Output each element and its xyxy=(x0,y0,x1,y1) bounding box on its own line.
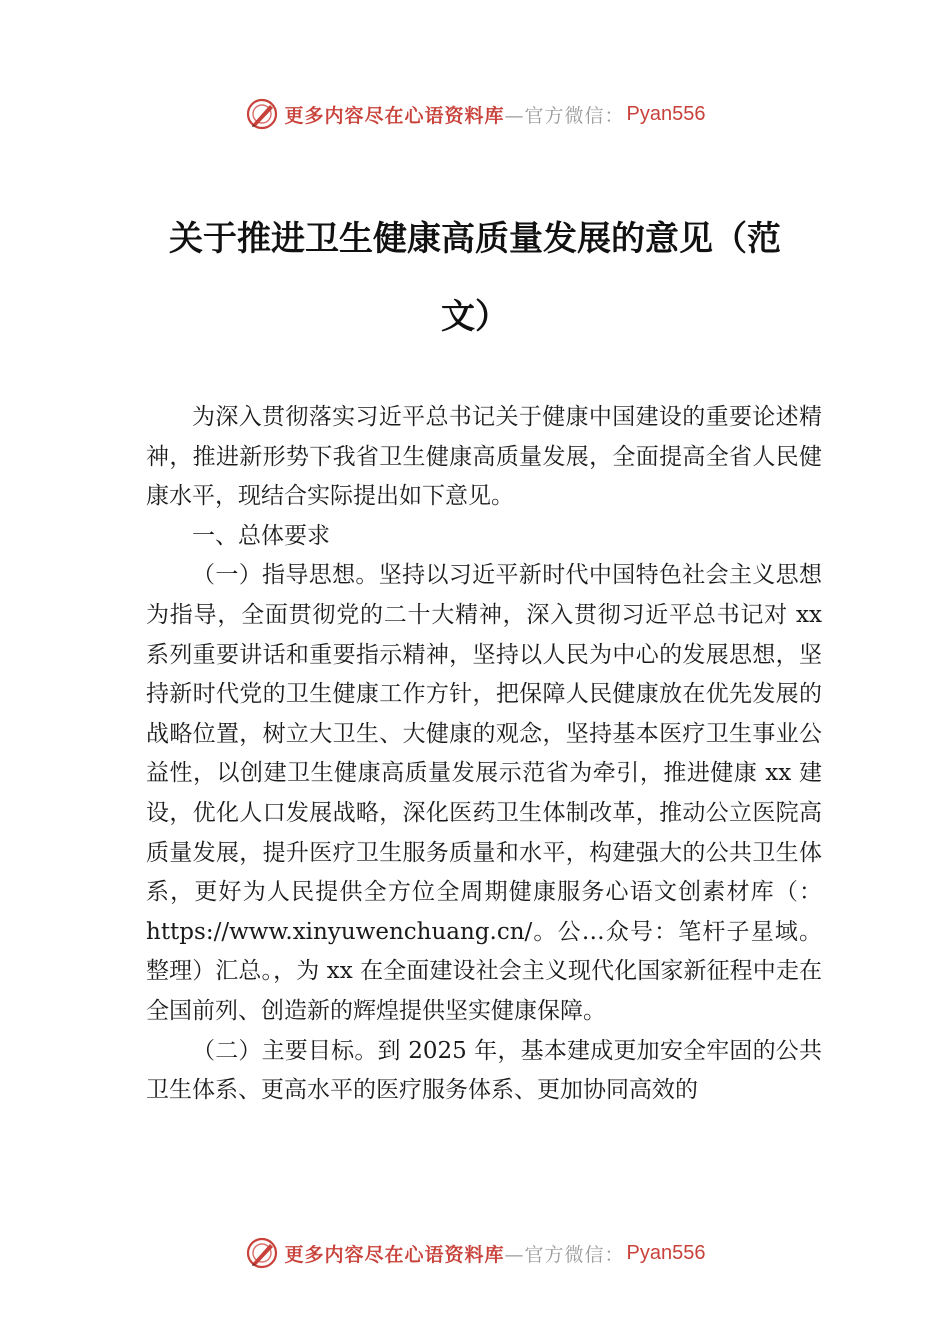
watermark-wechat-id: Pyan556 xyxy=(626,102,706,125)
watermark-main-text: 更多内容尽在心语资料库 xyxy=(284,1243,505,1266)
paragraph-main-goals: （二）主要目标。到 2025 年，基本建成更加安全牢固的公共卫生体系、更高水平的医疗服务体系、更加协同高效的 xyxy=(146,1037,822,1104)
pen-logo-icon xyxy=(245,97,279,131)
watermark-footer xyxy=(0,1233,950,1273)
watermark-separator: —官方微信： xyxy=(504,1243,625,1266)
title-line-1: 关于推进卫生健康高质量发展的意见（范 xyxy=(169,219,781,259)
watermark-wechat-id: Pyan556 xyxy=(626,1241,706,1264)
watermark-main-text: 更多内容尽在心语资料库 xyxy=(284,104,505,127)
title-line-2: 文） xyxy=(441,297,509,337)
paragraph-guiding-thought: （一）指导思想。坚持以习近平新时代中国特色社会主义思想为指导，全面贯彻党的二十大精神，深入贯彻习近平总书记对 xx 系列重要讲话和重要指示精神，坚持以人民为中心的发展思想，坚持新时代党的卫生健康工作方针，把保障人民健康放在优先发展的战略位置，树立大卫生、大健康的观念，坚持基本医疗卫生事业公益性，以创建卫生健康高质量发展示范省为牵引，推进健康 xx 建设，优化人口发展战略，深化医药卫生体制改革，推动公立医院高质量发展，提升医疗卫生服务质量和水平，构建强大的公共卫生体系，更好为人民提供全方位全周期健康服务心语文创素材库（：https://www.xinyuwenchuang.cn/。公…众号：笔杆子星域。整理）汇总。，为 xx 在全面建设社会主义现代化国家新征程中走在全国前列、创造新的辉煌提供坚实健康保障。 xyxy=(146,562,822,1024)
pen-logo-icon xyxy=(245,1236,279,1270)
document-title xyxy=(140,200,810,356)
section-heading: 一、总体要求 xyxy=(192,522,330,549)
paragraph-intro: 为深入贯彻落实习近平总书记关于健康中国建设的重要论述精神，推进新形势下我省卫生健康高质量发展，全面提高全省人民健康水平，现结合实际提出如下意见。 xyxy=(146,404,822,510)
watermark-header xyxy=(0,94,950,134)
watermark-separator: —官方微信： xyxy=(504,104,625,127)
document-body xyxy=(146,398,822,1111)
